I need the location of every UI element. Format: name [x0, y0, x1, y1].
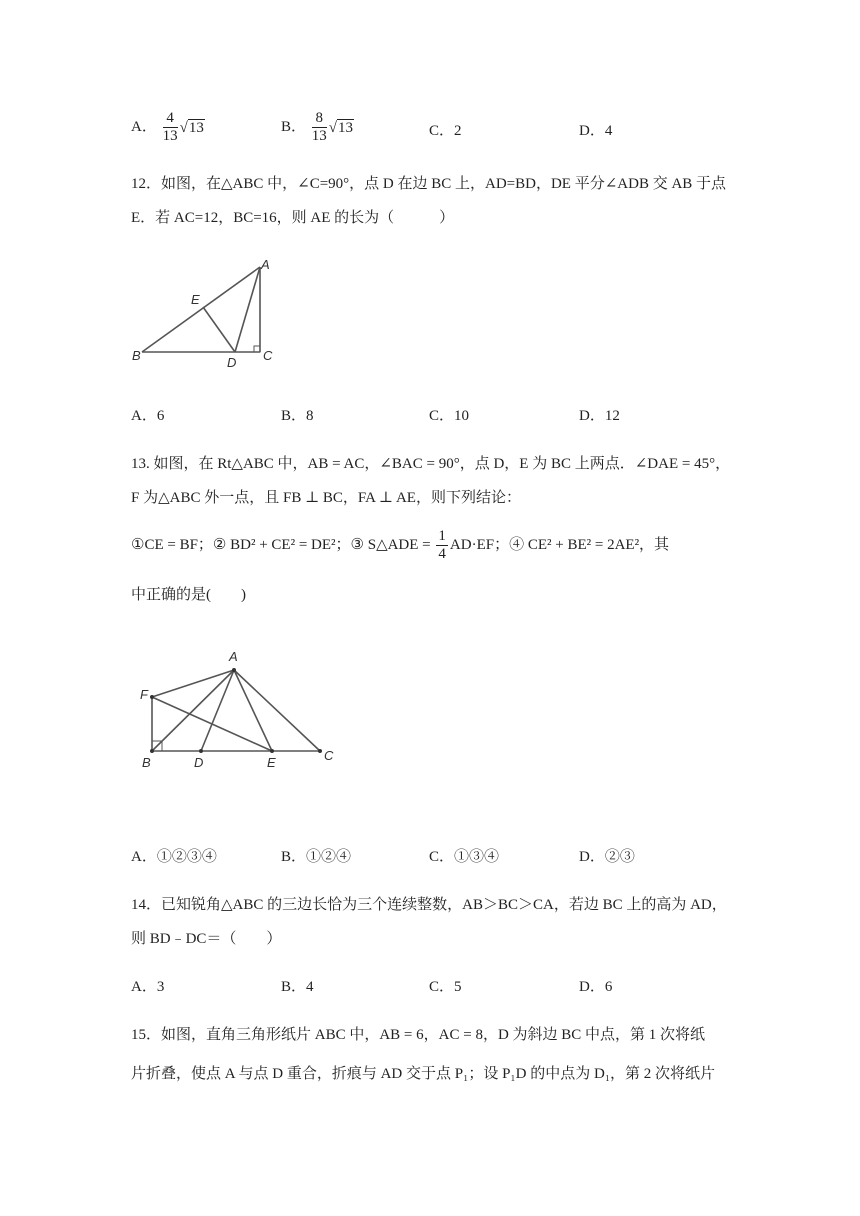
- q11-option-c: C．2: [429, 123, 462, 139]
- q12-label-a: A: [261, 257, 270, 272]
- q12-label-c: C: [263, 348, 273, 363]
- q14-option-a: A．3: [131, 979, 165, 995]
- q13-label-e: E: [267, 755, 276, 770]
- q11-option-a: A． $\frac{4}{13}$ √13: [131, 110, 204, 144]
- q12-option-c: C．10: [429, 408, 470, 424]
- q15-text-line2: 片折叠，使点 A 与点 D 重合，折痕与 AD 交于点 P₁；设 P₁D 的中点为 D₁，第 2 次将纸片: [131, 1066, 716, 1082]
- q13-option-a: A．①②③④: [131, 849, 217, 865]
- q14-option-b: B．4: [281, 979, 314, 995]
- q13-label-a: A: [229, 649, 238, 664]
- sqrt: √13: [328, 119, 353, 136]
- q15-text-line1: 15．如图，直角三角形纸片 ABC 中，AB = 6，AC = 8，D 为斜边 BC 中点，第 1 次将纸: [131, 1027, 706, 1043]
- q12-label-b: B: [132, 348, 141, 363]
- fraction: $\frac{1}{4}$: [438, 528, 446, 562]
- q12-figure: [125, 252, 285, 376]
- q14-text-line1: 14．已知锐角△ABC 的三边长恰为三个连续整数，AB＞BC＞CA，若边 BC 上的高为 AD，: [131, 897, 727, 913]
- q13-label-d: D: [194, 755, 204, 770]
- sqrt: √13: [179, 119, 204, 136]
- q13-label-f: F: [140, 687, 148, 702]
- q13-option-d: D．②③: [579, 849, 635, 865]
- q12-option-b: B．8: [281, 408, 314, 424]
- q12-option-a: A．6: [131, 408, 165, 424]
- q14-option-d: D．6: [579, 979, 613, 995]
- q12-text-line1: 12．如图，在△ABC 中，∠C=90°，点 D 在边 BC 上，AD=BD，DE 平分∠ADB 交 AB 于点: [131, 176, 727, 192]
- q14-option-c: C．5: [429, 979, 462, 995]
- q13-label-b: B: [142, 755, 151, 770]
- q12-option-d: D．12: [579, 408, 620, 424]
- q11-option-d: D．4: [579, 123, 613, 139]
- q12-label-e: E: [191, 292, 200, 307]
- q12-text-line2: E．若 AC=12，BC=16，则 AE 的长为（ ）: [131, 210, 455, 226]
- q11-option-b: B． $\frac{8}{13}$ √13: [281, 110, 353, 144]
- q13-label-c: C: [324, 748, 334, 763]
- fraction: $\frac{4}{13}$: [162, 110, 178, 144]
- q13-text-line1: 13. 如图，在 Rt△ABC 中，AB = AC，∠BAC = 90°，点 D，E 为 BC 上两点．∠DAE = 45°，: [131, 456, 731, 472]
- q13-text-line3: ①CE = BF；② BD² + CE² = DE²；③ S△ADE = $\frac{1}{4}$ AD·EF；④ CE² + BE² = 2AE²，其: [131, 528, 670, 562]
- q13-text-line2: F 为△ABC 外一点，且 FB ⊥ BC，FA ⊥ AE，则下列结论：: [131, 490, 521, 506]
- q14-text-line2: 则 BD﹣DC＝（ ）: [131, 931, 282, 947]
- fraction: $\frac{8}{13}$: [311, 110, 327, 144]
- q13-figure: [130, 645, 345, 773]
- q13-text-line4: 中正确的是( ): [131, 587, 246, 603]
- q13-option-c: C．①③④: [429, 849, 500, 865]
- q12-label-d: D: [227, 355, 237, 370]
- q13-option-b: B．①②④: [281, 849, 352, 865]
